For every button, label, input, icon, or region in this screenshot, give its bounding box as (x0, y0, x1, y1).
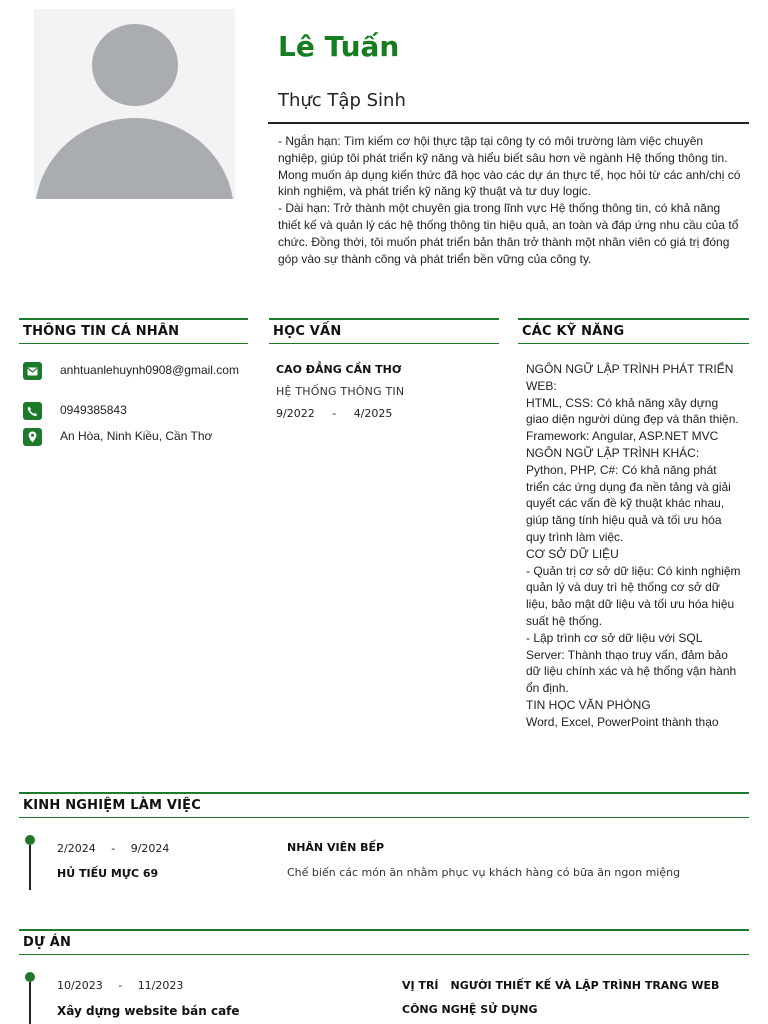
project-timeline-line (29, 982, 31, 1024)
avatar-head-shape (92, 24, 178, 106)
education-section-title: HỌC VẤN (273, 324, 342, 339)
contact-address-row (23, 428, 240, 446)
project-role-value: NGƯỜI THIẾT KẾ VÀ LẬP TRÌNH TRANG WEB (450, 979, 720, 992)
project-end-date: 11/2023 (137, 979, 184, 992)
contact-email: anhtuanlehuynh0908@gmail.com (60, 363, 239, 377)
experience-section-bottom-rule (19, 817, 749, 818)
projects-section-title: DỰ ÁN (23, 935, 72, 950)
skill-line: CƠ SỞ DỮ LIỆU (526, 546, 619, 561)
location-icon (23, 428, 42, 446)
experience-description: Chế biến các món ăn nhằm phục vụ khách hàng có bữa ăn ngon miệng (287, 866, 681, 879)
project-role (402, 979, 719, 992)
avatar-body-shape (35, 118, 234, 199)
education-start-date: 9/2022 (276, 407, 315, 420)
education-section-top-rule (269, 318, 499, 320)
experience-section-top-rule (19, 792, 749, 794)
project-role-label: VỊ TRÍ (402, 979, 439, 992)
contact-email-row (23, 362, 240, 380)
skill-line: NGÔN NGỮ LẬP TRÌNH PHÁT TRIỂN WEB: (526, 362, 734, 393)
skills-list (526, 361, 741, 731)
phone-icon (23, 402, 42, 420)
skills-section-bottom-rule (518, 343, 749, 344)
role-divider (268, 122, 749, 124)
skill-line: HTML, CSS: Có khả năng xây dựng giao diện người dùng đẹp và thân thiện. (526, 395, 739, 427)
experience-end-date: 9/2024 (130, 842, 170, 855)
experience-timeline-dot (25, 835, 35, 845)
personal-section-top-rule (19, 318, 248, 320)
project-date-separator: - (118, 979, 123, 992)
experience-company: HỦ TIẾU MỰC 69 (57, 867, 159, 880)
experience-section-title: KINH NGHIỆM LÀM VIỆC (23, 798, 201, 813)
candidate-role: Thực Tập Sinh (278, 90, 406, 111)
objective-short-term: - Ngắn hạn: Tìm kiếm cơ hội thực tập tại công ty có môi trường làm việc chuyên nghiệp, giúp tôi phát triển kỹ năng và hiểu biết sâu hơn về ngành Hệ thống thông tin. Mong muốn áp dụng kiến thức đã học vào các dự án thực tế, học hỏi từ các anh/chị có kinh nghiệm, và phát triển kỹ năng kỹ thuật và tư duy logic. (278, 134, 741, 199)
skill-line: NGÔN NGỮ LẬP TRÌNH KHÁC: (526, 445, 700, 460)
personal-section-title: THÔNG TIN CÁ NHÂN (23, 324, 180, 339)
contact-address: An Hòa, Ninh Kiều, Cần Thơ (60, 429, 213, 443)
experience-dates (57, 842, 169, 855)
projects-section-top-rule (19, 929, 749, 931)
career-objective (278, 133, 744, 267)
skill-line: Word, Excel, PowerPoint thành thạo (526, 714, 719, 729)
skill-line: Framework: Angular, ASP.NET MVC (526, 429, 719, 444)
project-tech-label: CÔNG NGHỆ SỬ DỤNG (402, 1003, 538, 1016)
avatar (34, 9, 235, 199)
personal-section-bottom-rule (19, 343, 248, 344)
skill-line: TIN HỌC VĂN PHÒNG (526, 697, 651, 712)
candidate-name: Lê Tuấn (278, 30, 400, 63)
education-school: CAO ĐẲNG CẦN THƠ (276, 363, 402, 376)
skill-line: - Quản trị cơ sở dữ liệu: Có kinh nghiệm quản lý và duy trì hệ thống cơ sở dữ liệu, bảo mật dữ liệu và tối ưu hóa hiệu suất hệ thống. (526, 563, 741, 628)
skill-line: Python, PHP, C#: Có khả năng phát triển các ứng dụng đa nền tảng và giải quyết các vấn đề kỹ thuật khác nhau, giúp tăng tính hiệu quả và tối ưu hóa quy trình làm việc. (526, 462, 731, 544)
experience-start-date: 2/2024 (57, 842, 96, 855)
project-start-date: 10/2023 (57, 979, 103, 992)
skills-section-top-rule (518, 318, 749, 320)
skill-line: - Lập trình cơ sở dữ liệu với SQL Server: Thành thạo truy vấn, đảm bảo dữ liệu chính xác và hệ thống vận hành ổn định. (526, 630, 737, 696)
experience-date-separator: - (111, 842, 116, 855)
mail-icon (23, 362, 42, 380)
education-end-date: 4/2025 (353, 407, 393, 420)
skills-section-title: CÁC KỸ NĂNG (522, 324, 625, 339)
education-date-separator: - (332, 407, 337, 420)
education-section-bottom-rule (269, 343, 499, 344)
project-name: Xây dựng website bán cafe (57, 1004, 240, 1018)
project-dates (57, 979, 183, 992)
projects-section-bottom-rule (19, 954, 749, 955)
experience-timeline-line (29, 845, 31, 890)
experience-title: NHÂN VIÊN BẾP (287, 841, 385, 854)
education-major: HỆ THỐNG THÔNG TIN (276, 385, 405, 398)
contact-phone: 0949385843 (60, 403, 127, 417)
project-timeline-dot (25, 972, 35, 982)
objective-long-term: - Dài hạn: Trở thành một chuyên gia trong lĩnh vực Hệ thống thông tin, có khả năng thiết kế và quản lý các hệ thống thông tin hiệu quả, an toàn và đáp ứng nhu cầu của tổ chức. Đồng thời, tôi muốn phát triển bản thân trở thành một nhân viên có giá trị đóng góp vào sự thành công và phát triển bền vững của công ty. (278, 201, 739, 266)
education-dates (276, 407, 392, 420)
contact-phone-row (23, 402, 240, 420)
